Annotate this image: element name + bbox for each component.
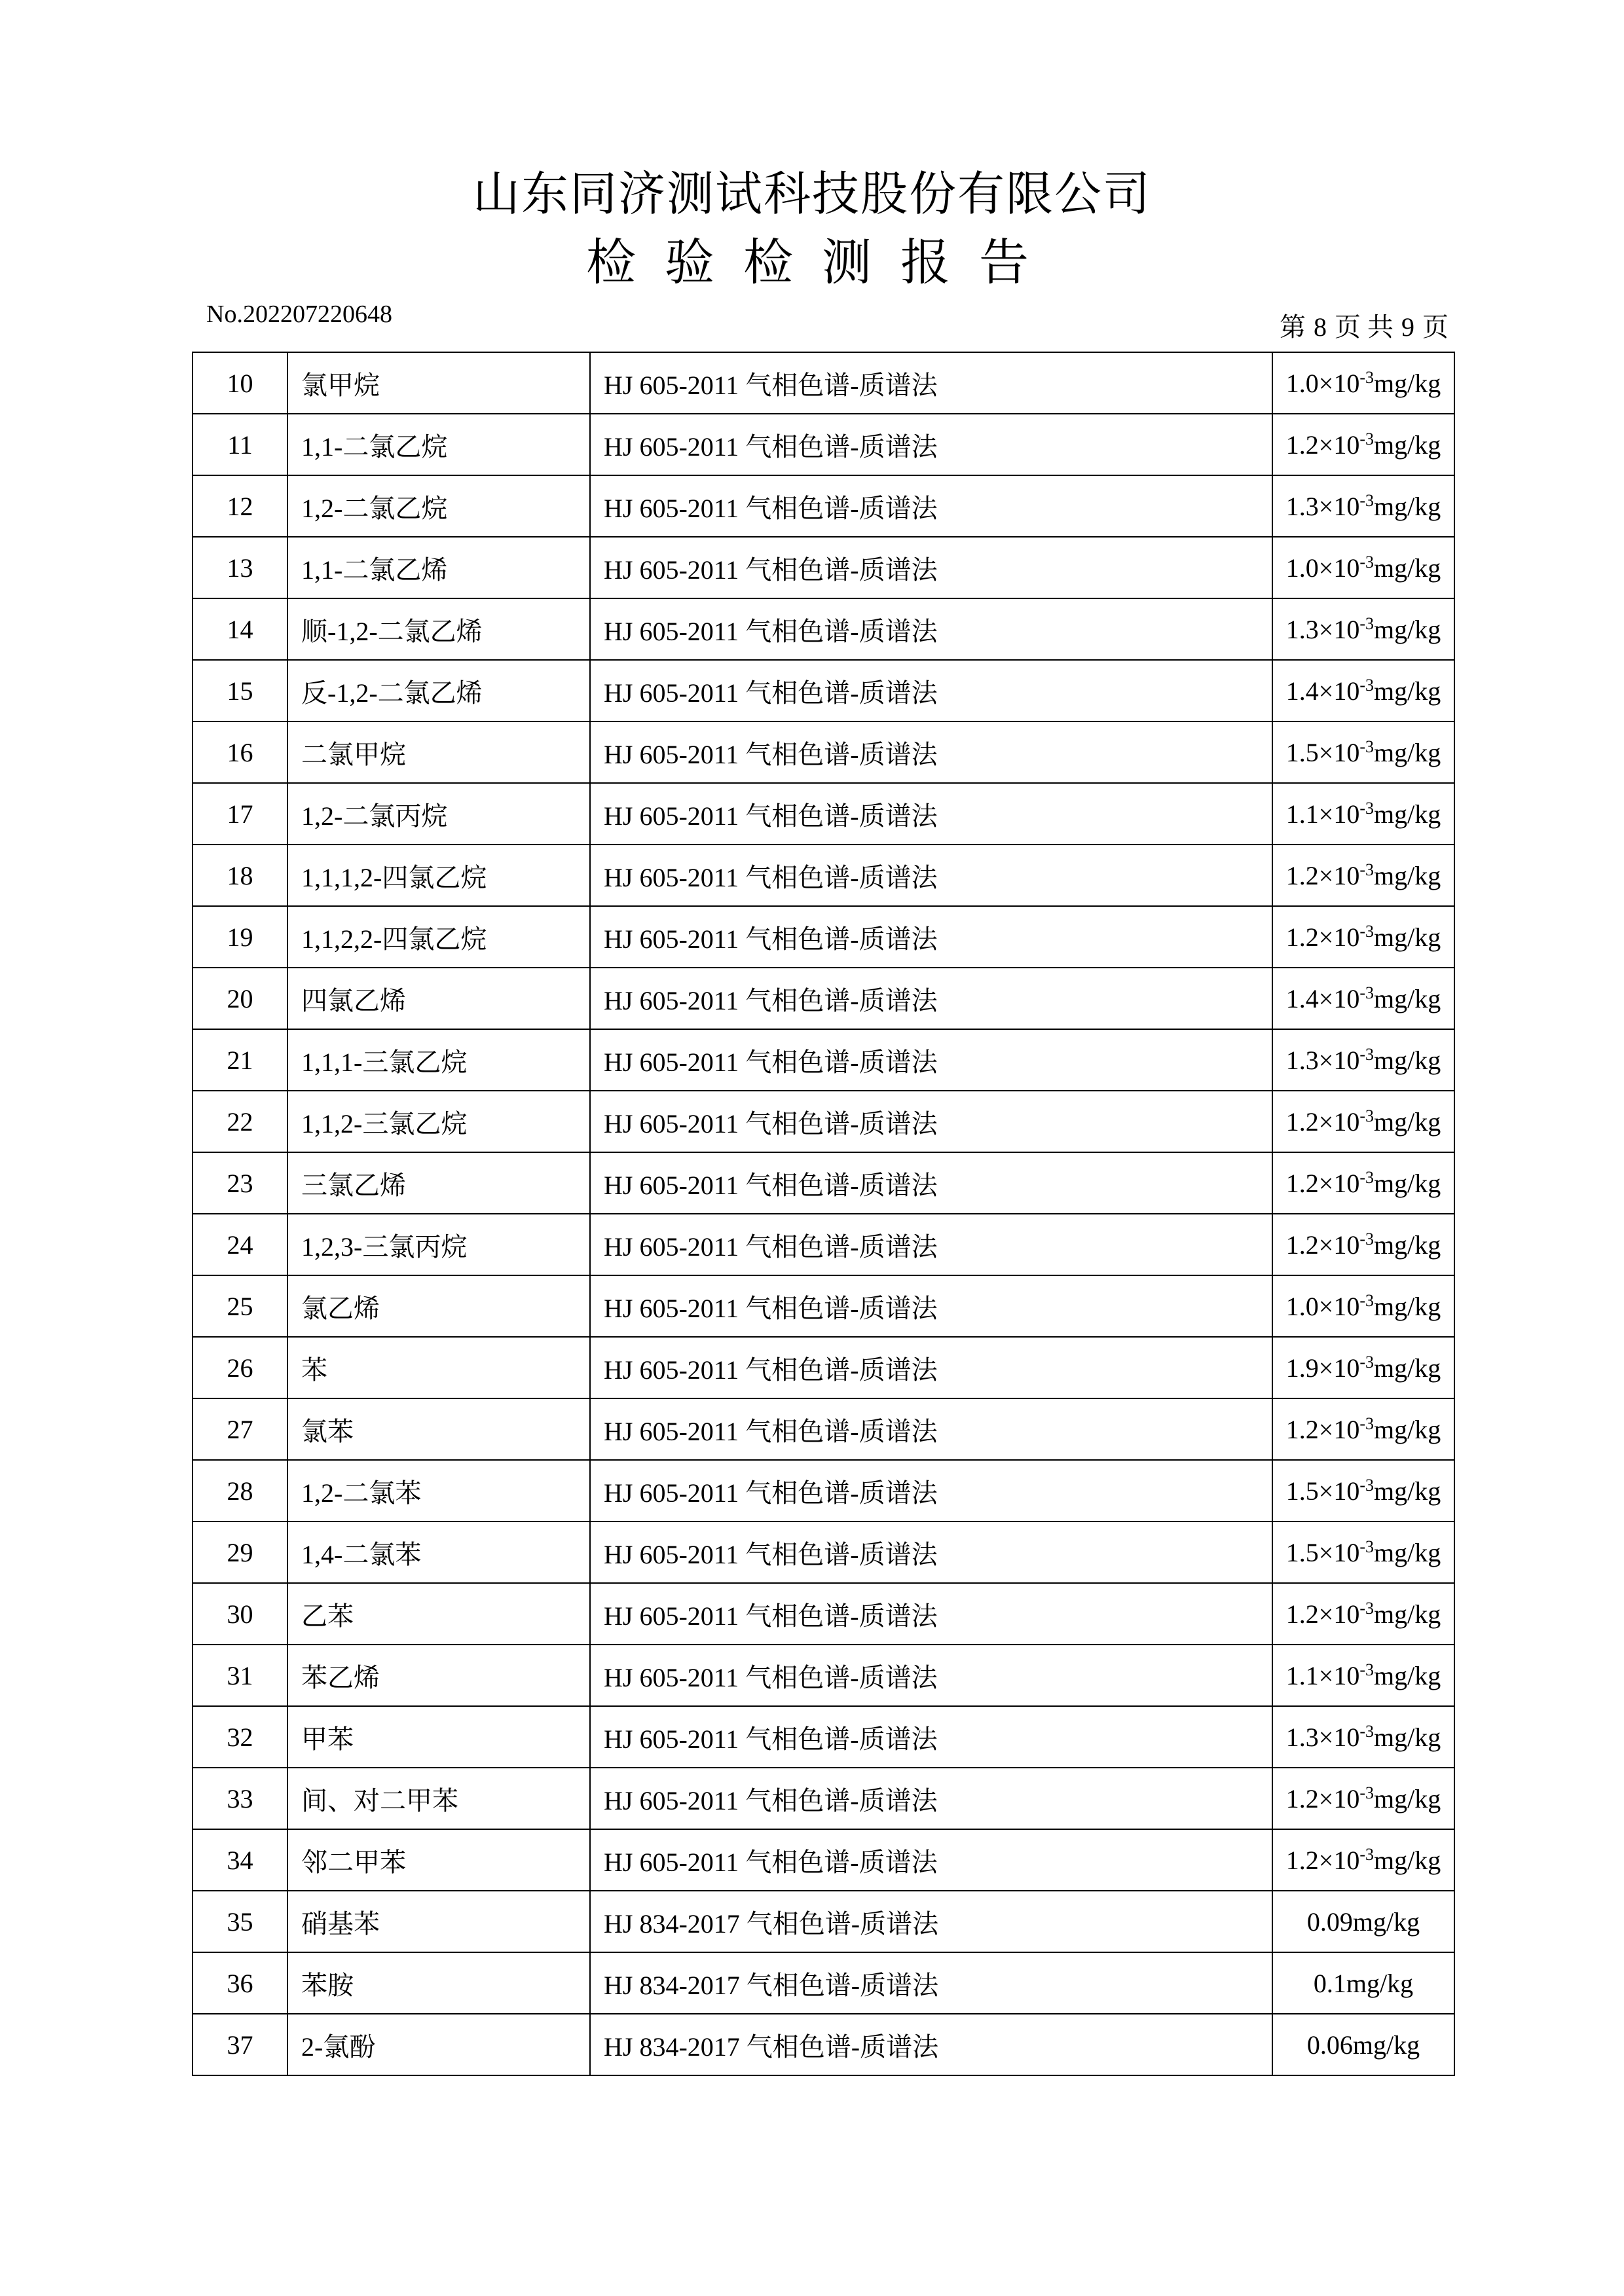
- page-mid: 页 共: [1335, 312, 1393, 342]
- analyte-name: 1,2-二氯苯: [287, 1460, 590, 1522]
- limit-mantissa: 1.5×10: [1285, 737, 1360, 767]
- limit-exponent: -3: [1359, 1844, 1374, 1864]
- row-number: 16: [193, 721, 287, 783]
- detection-limit: [1272, 1583, 1454, 1645]
- limit-exponent: -3: [1359, 921, 1374, 941]
- limit-unit: mg/kg: [1374, 1168, 1441, 1198]
- limit-exponent: -3: [1359, 1044, 1374, 1064]
- table-row: [193, 1522, 1454, 1583]
- analyte-name: 1,4-二氯苯: [287, 1522, 590, 1583]
- table-row: [193, 1337, 1454, 1398]
- analyte-name: 1,2,3-三氯丙烷: [287, 1214, 590, 1275]
- table-row: [193, 1460, 1454, 1522]
- test-method: HJ 605-2011 气相色谱-质谱法: [590, 1522, 1272, 1583]
- limit-mantissa: 1.2×10: [1285, 1168, 1360, 1198]
- test-method: HJ 605-2011 气相色谱-质谱法: [590, 783, 1272, 845]
- report-number: No.202207220648: [206, 301, 392, 328]
- analyte-name: 1,1,1,2-四氯乙烷: [287, 845, 590, 906]
- limit-unit: mg/kg: [1346, 1968, 1414, 1998]
- limit-unit: mg/kg: [1374, 737, 1441, 767]
- detection-limit: [1272, 1460, 1454, 1522]
- row-number: 31: [193, 1645, 287, 1706]
- detection-limit: [1272, 1952, 1454, 2014]
- limit-mantissa: 1.3×10: [1285, 614, 1360, 644]
- limit-unit: mg/kg: [1374, 1845, 1441, 1875]
- test-method: HJ 605-2011 气相色谱-质谱法: [590, 1337, 1272, 1398]
- detection-limit: [1272, 1152, 1454, 1214]
- limit-exponent: -3: [1359, 490, 1374, 510]
- limit-exponent: -3: [1359, 1167, 1374, 1187]
- limit-unit: mg/kg: [1374, 676, 1441, 706]
- limit-unit: mg/kg: [1374, 1353, 1441, 1383]
- limit-exponent: -3: [1359, 1229, 1374, 1248]
- page-indicator: [1276, 306, 1452, 344]
- limit-mantissa: 1.3×10: [1285, 491, 1360, 521]
- test-method: HJ 605-2011 气相色谱-质谱法: [590, 721, 1272, 783]
- detection-limit: [1272, 414, 1454, 475]
- report-title: 检验检测报告: [586, 236, 1058, 291]
- limit-exponent: -3: [1359, 1106, 1374, 1125]
- row-number: 26: [193, 1337, 287, 1398]
- page-suffix: 页: [1422, 312, 1449, 342]
- test-method: HJ 605-2011 气相色谱-质谱法: [590, 1645, 1272, 1706]
- detection-limit: [1272, 1214, 1454, 1275]
- limit-unit: mg/kg: [1374, 1476, 1441, 1506]
- analyte-name: 氯乙烯: [287, 1275, 590, 1337]
- table-row: [193, 1091, 1454, 1152]
- analyte-name: 氯苯: [287, 1398, 590, 1460]
- table-row: [193, 475, 1454, 537]
- analyte-name: 顺-1,2-二氯乙烯: [287, 598, 590, 660]
- limit-exponent: -3: [1359, 1660, 1374, 1679]
- limit-mantissa: 0.1: [1313, 1968, 1346, 1998]
- limit-mantissa: 1.2×10: [1285, 860, 1360, 890]
- limit-mantissa: 1.9×10: [1285, 1353, 1360, 1383]
- row-number: 32: [193, 1706, 287, 1768]
- row-number: 30: [193, 1583, 287, 1645]
- limit-unit: mg/kg: [1374, 1230, 1441, 1260]
- table-row: [193, 1952, 1454, 2014]
- row-number: 19: [193, 906, 287, 968]
- limit-exponent: -3: [1359, 367, 1374, 387]
- limit-mantissa: 1.4×10: [1285, 983, 1360, 1013]
- limit-mantissa: 1.2×10: [1285, 1230, 1360, 1260]
- limit-exponent: -3: [1359, 1413, 1374, 1433]
- analyte-name: 2-氯酚: [287, 2014, 590, 2075]
- test-method: HJ 605-2011 气相色谱-质谱法: [590, 1583, 1272, 1645]
- analyte-name: 1,1-二氯乙烯: [287, 537, 590, 598]
- limit-exponent: -3: [1359, 1475, 1374, 1495]
- limit-mantissa: 1.1×10: [1285, 799, 1360, 829]
- limit-unit: mg/kg: [1374, 1599, 1441, 1629]
- detection-limit: [1272, 352, 1454, 414]
- test-method: HJ 834-2017 气相色谱-质谱法: [590, 2014, 1272, 2075]
- row-number: 12: [193, 475, 287, 537]
- limit-exponent: -3: [1359, 1352, 1374, 1372]
- detection-limit: [1272, 2014, 1454, 2075]
- row-number: 33: [193, 1768, 287, 1829]
- table-row: [193, 1583, 1454, 1645]
- detection-limit: [1272, 1522, 1454, 1583]
- analyte-name: 1,1,2-三氯乙烷: [287, 1091, 590, 1152]
- analyte-name: 苯乙烯: [287, 1645, 590, 1706]
- limit-mantissa: 0.09: [1306, 1906, 1353, 1937]
- limit-mantissa: 1.2×10: [1285, 1414, 1360, 1444]
- table-row: [193, 414, 1454, 475]
- detection-limit: [1272, 845, 1454, 906]
- row-number: 11: [193, 414, 287, 475]
- detection-limit: [1272, 598, 1454, 660]
- table-row: [193, 1214, 1454, 1275]
- limit-unit: mg/kg: [1374, 1660, 1441, 1690]
- table-row: [193, 845, 1454, 906]
- limit-mantissa: 1.2×10: [1285, 1106, 1360, 1137]
- table-row: [193, 1706, 1454, 1768]
- analyte-name: 1,2-二氯丙烷: [287, 783, 590, 845]
- limit-exponent: -3: [1359, 1290, 1374, 1310]
- row-number: 24: [193, 1214, 287, 1275]
- row-number: 25: [193, 1275, 287, 1337]
- detection-limit: [1272, 906, 1454, 968]
- row-number: 22: [193, 1091, 287, 1152]
- analyte-name: 四氯乙烯: [287, 968, 590, 1029]
- analyte-name: 三氯乙烯: [287, 1152, 590, 1214]
- row-number: 13: [193, 537, 287, 598]
- test-method: HJ 605-2011 气相色谱-质谱法: [590, 1275, 1272, 1337]
- limit-mantissa: 1.3×10: [1285, 1045, 1360, 1075]
- limit-unit: mg/kg: [1352, 1906, 1420, 1937]
- test-method: HJ 605-2011 气相色谱-质谱法: [590, 1091, 1272, 1152]
- detection-limit: [1272, 968, 1454, 1029]
- analyte-name: 邻二甲苯: [287, 1829, 590, 1891]
- limit-unit: mg/kg: [1374, 1291, 1441, 1321]
- table-row: [193, 2014, 1454, 2075]
- row-number: 36: [193, 1952, 287, 2014]
- table-row: [193, 906, 1454, 968]
- limit-unit: mg/kg: [1374, 983, 1441, 1013]
- analyte-name: 1,1-二氯乙烷: [287, 414, 590, 475]
- test-method: HJ 605-2011 气相色谱-质谱法: [590, 845, 1272, 906]
- row-number: 17: [193, 783, 287, 845]
- test-method: HJ 605-2011 气相色谱-质谱法: [590, 968, 1272, 1029]
- limit-unit: mg/kg: [1374, 1414, 1441, 1444]
- test-method: HJ 605-2011 气相色谱-质谱法: [590, 414, 1272, 475]
- analyte-name: 1,1,1-三氯乙烷: [287, 1029, 590, 1091]
- detection-limit: [1272, 1275, 1454, 1337]
- detection-limit: [1272, 1829, 1454, 1891]
- row-number: 29: [193, 1522, 287, 1583]
- limit-mantissa: 1.0×10: [1285, 368, 1360, 398]
- limit-mantissa: 1.5×10: [1285, 1476, 1360, 1506]
- test-method: HJ 605-2011 气相色谱-质谱法: [590, 1460, 1272, 1522]
- limit-exponent: -3: [1359, 798, 1374, 818]
- row-number: 10: [193, 352, 287, 414]
- limit-exponent: -3: [1359, 552, 1374, 572]
- table-row: [193, 660, 1454, 721]
- detection-limit: [1272, 1645, 1454, 1706]
- table-row: [193, 537, 1454, 598]
- limit-mantissa: 0.06: [1306, 2030, 1353, 2060]
- analyte-name: 苯: [287, 1337, 590, 1398]
- analyte-name: 间、对二甲苯: [287, 1768, 590, 1829]
- limit-mantissa: 1.2×10: [1285, 1599, 1360, 1629]
- limit-exponent: -3: [1359, 613, 1374, 633]
- row-number: 23: [193, 1152, 287, 1214]
- test-method: HJ 834-2017 气相色谱-质谱法: [590, 1952, 1272, 2014]
- limit-exponent: -3: [1359, 1537, 1374, 1556]
- limit-unit: mg/kg: [1374, 429, 1441, 460]
- limit-exponent: -3: [1359, 1721, 1374, 1741]
- table-row: [193, 783, 1454, 845]
- test-method: HJ 605-2011 气相色谱-质谱法: [590, 1029, 1272, 1091]
- row-number: 37: [193, 2014, 287, 2075]
- limit-unit: mg/kg: [1374, 1045, 1441, 1075]
- page-prefix: 第: [1280, 312, 1306, 342]
- table-row: [193, 968, 1454, 1029]
- limit-mantissa: 1.2×10: [1285, 922, 1360, 952]
- limit-mantissa: 1.5×10: [1285, 1537, 1360, 1567]
- page-total: 9: [1401, 312, 1414, 342]
- test-method: HJ 605-2011 气相色谱-质谱法: [590, 1706, 1272, 1768]
- limit-mantissa: 1.3×10: [1285, 1722, 1360, 1752]
- limit-mantissa: 1.1×10: [1285, 1660, 1360, 1690]
- detection-limit: [1272, 783, 1454, 845]
- analyte-name: 1,2-二氯乙烷: [287, 475, 590, 537]
- test-method: HJ 605-2011 气相色谱-质谱法: [590, 475, 1272, 537]
- row-number: 34: [193, 1829, 287, 1891]
- limit-mantissa: 1.2×10: [1285, 429, 1360, 460]
- row-number: 15: [193, 660, 287, 721]
- analyte-name: 氯甲烷: [287, 352, 590, 414]
- row-number: 14: [193, 598, 287, 660]
- limit-unit: mg/kg: [1374, 491, 1441, 521]
- table-row: [193, 352, 1454, 414]
- limit-unit: mg/kg: [1374, 1106, 1441, 1137]
- detection-limit: [1272, 1091, 1454, 1152]
- limit-unit: mg/kg: [1374, 1722, 1441, 1752]
- test-method: HJ 605-2011 气相色谱-质谱法: [590, 660, 1272, 721]
- detection-limit: [1272, 1891, 1454, 1952]
- test-method: HJ 605-2011 气相色谱-质谱法: [590, 1214, 1272, 1275]
- test-method: HJ 834-2017 气相色谱-质谱法: [590, 1891, 1272, 1952]
- detection-limit: [1272, 475, 1454, 537]
- page-current: 8: [1314, 312, 1327, 342]
- test-method: HJ 605-2011 气相色谱-质谱法: [590, 352, 1272, 414]
- row-number: 28: [193, 1460, 287, 1522]
- table-row: [193, 1829, 1454, 1891]
- detection-limit: [1272, 721, 1454, 783]
- test-method: HJ 605-2011 气相色谱-质谱法: [590, 1829, 1272, 1891]
- test-method: HJ 605-2011 气相色谱-质谱法: [590, 1152, 1272, 1214]
- limit-unit: mg/kg: [1374, 553, 1441, 583]
- results-table-body: [193, 352, 1454, 2075]
- limit-unit: mg/kg: [1374, 368, 1441, 398]
- table-row: [193, 1152, 1454, 1214]
- detection-limit: [1272, 537, 1454, 598]
- limit-exponent: -3: [1359, 860, 1374, 879]
- detection-limit: [1272, 1706, 1454, 1768]
- company-name: 山东同济测试科技股份有限公司: [472, 168, 1151, 221]
- limit-exponent: -3: [1359, 1598, 1374, 1618]
- detection-limit: [1272, 1029, 1454, 1091]
- table-row: [193, 721, 1454, 783]
- limit-unit: mg/kg: [1374, 1783, 1441, 1813]
- row-number: 27: [193, 1398, 287, 1460]
- row-number: 20: [193, 968, 287, 1029]
- limit-mantissa: 1.0×10: [1285, 1291, 1360, 1321]
- analyte-name: 硝基苯: [287, 1891, 590, 1952]
- analyte-name: 甲苯: [287, 1706, 590, 1768]
- analyte-name: 苯胺: [287, 1952, 590, 2014]
- limit-exponent: -3: [1359, 1783, 1374, 1802]
- test-method: HJ 605-2011 气相色谱-质谱法: [590, 537, 1272, 598]
- limit-exponent: -3: [1359, 429, 1374, 448]
- table-row: [193, 598, 1454, 660]
- limit-unit: mg/kg: [1352, 2030, 1420, 2060]
- limit-mantissa: 1.4×10: [1285, 676, 1360, 706]
- table-row: [193, 1398, 1454, 1460]
- detection-limit: [1272, 1337, 1454, 1398]
- table-row: [193, 1645, 1454, 1706]
- test-method: HJ 605-2011 气相色谱-质谱法: [590, 1398, 1272, 1460]
- table-row: [193, 1275, 1454, 1337]
- limit-exponent: -3: [1359, 737, 1374, 756]
- table-row: [193, 1029, 1454, 1091]
- test-method: HJ 605-2011 气相色谱-质谱法: [590, 598, 1272, 660]
- test-method: HJ 605-2011 气相色谱-质谱法: [590, 1768, 1272, 1829]
- limit-mantissa: 1.2×10: [1285, 1845, 1360, 1875]
- limit-mantissa: 1.0×10: [1285, 553, 1360, 583]
- analyte-name: 反-1,2-二氯乙烯: [287, 660, 590, 721]
- row-number: 21: [193, 1029, 287, 1091]
- results-table: [192, 352, 1455, 2076]
- limit-unit: mg/kg: [1374, 922, 1441, 952]
- limit-exponent: -3: [1359, 983, 1374, 1002]
- row-number: 18: [193, 845, 287, 906]
- limit-unit: mg/kg: [1374, 614, 1441, 644]
- limit-mantissa: 1.2×10: [1285, 1783, 1360, 1813]
- detection-limit: [1272, 1768, 1454, 1829]
- limit-unit: mg/kg: [1374, 860, 1441, 890]
- analyte-name: 1,1,2,2-四氯乙烷: [287, 906, 590, 968]
- test-method: HJ 605-2011 气相色谱-质谱法: [590, 906, 1272, 968]
- row-number: 35: [193, 1891, 287, 1952]
- limit-unit: mg/kg: [1374, 1537, 1441, 1567]
- analyte-name: 乙苯: [287, 1583, 590, 1645]
- detection-limit: [1272, 1398, 1454, 1460]
- table-row: [193, 1768, 1454, 1829]
- limit-unit: mg/kg: [1374, 799, 1441, 829]
- detection-limit: [1272, 660, 1454, 721]
- analyte-name: 二氯甲烷: [287, 721, 590, 783]
- limit-exponent: -3: [1359, 675, 1374, 695]
- table-row: [193, 1891, 1454, 1952]
